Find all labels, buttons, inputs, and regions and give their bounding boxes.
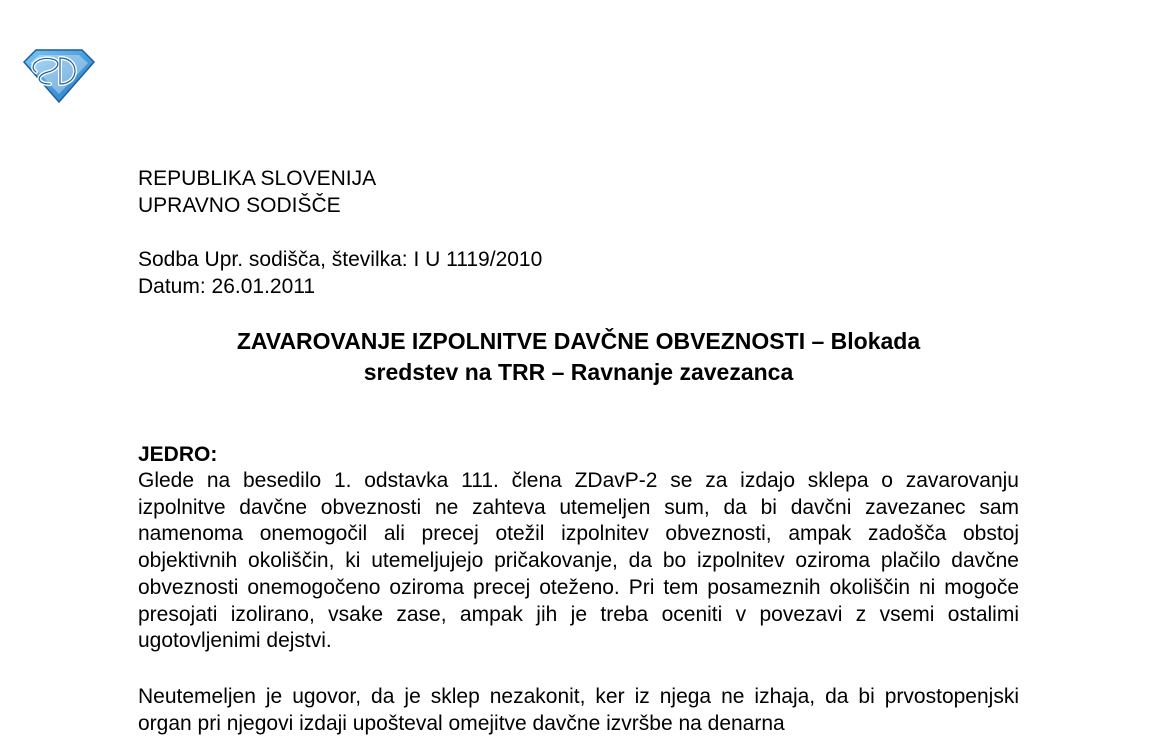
core-paragraph-2: Neutemeljen je ugovor, da je sklep nezakonit, ker iz njega ne izhaja, da bi prvostopenjski organ pri njegovi izdaji upošteval omejitve davčne izvršbe na denarna (138, 685, 1019, 735)
court-logo (22, 48, 96, 104)
title-line-1: ZAVAROVANJE IZPOLNITVE DAVČNE OBVEZNOSTI – Blokada (236, 328, 921, 354)
court-header (138, 165, 376, 219)
court-name: UPRAVNO SODIŠČE (138, 194, 341, 217)
case-metadata (138, 246, 542, 300)
decision-date: Datum: 26.01.2011 (138, 275, 316, 298)
country-name: REPUBLIKA SLOVENIJA (138, 167, 377, 190)
case-number: Sodba Upr. sodišča, številka: I U 1119/2010 (138, 248, 543, 271)
sd-logo-icon (22, 48, 96, 104)
core-heading: JEDRO: (138, 443, 218, 466)
title-line-2: sredstev na TRR – Ravnanje zavezanca (363, 359, 794, 385)
document-title (138, 326, 1019, 388)
core-paragraph-1: Glede na besedilo 1. odstavka 111. člena ZDavP-2 se za izdajo sklepa o zavarovanju izpolnitve davčne obveznosti ne zahteva utemeljen sum, da bi davčni zavezanec sam namenoma onemogočil ali precej otežil izpolnitev obveznosti, ampak zadošča obstoj objektivnih okoliščin, ki utemeljujejo pričakovanje, da bo izpolnitev oziroma plačilo davčne obveznosti onemogočeno oziroma precej oteženo. Pri tem posameznih okoliščin ni mogoče presojati izolirano, vsake zase, ampak jih je treba oceniti v povezavi z vsemi ostalimi ugotovljenimi dejstvi. (138, 469, 1019, 653)
